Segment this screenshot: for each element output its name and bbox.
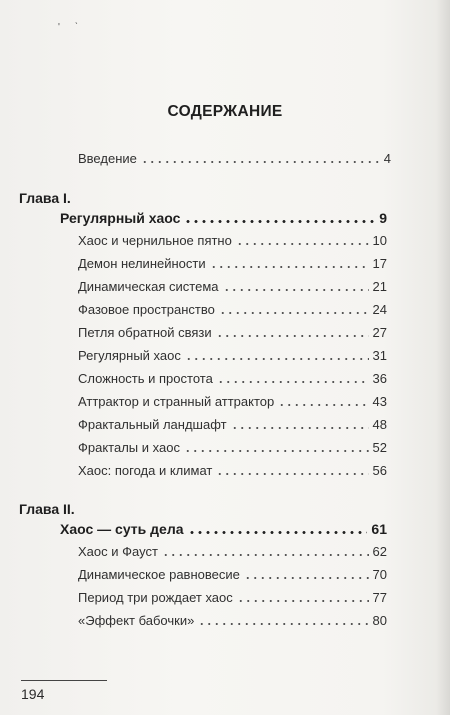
toc-entry-title: Регулярный хаос	[78, 348, 181, 363]
toc-entry-title: Хаос и Фауст	[78, 544, 158, 559]
toc-entry	[78, 440, 387, 455]
toc-entry-page: 24	[372, 302, 387, 317]
toc-entry-page: 21	[372, 279, 387, 294]
toc-entry-page: 56	[372, 463, 387, 478]
toc-entry-title: Фрактальный ландшафт	[78, 417, 227, 432]
toc-dot-leader	[188, 531, 368, 534]
toc-entry	[78, 302, 387, 317]
toc-dot-leader	[162, 554, 369, 556]
chapter-page: 9	[379, 210, 387, 226]
toc-entry-title: Динамическая система	[78, 279, 219, 294]
toc-entry-title: Динамическое равновесие	[78, 567, 240, 582]
toc-entry-title: Демон нелинейности	[78, 256, 206, 271]
toc-entry-page: 36	[372, 371, 387, 386]
toc-entry-page: 70	[372, 567, 387, 582]
toc-entry-page: 48	[372, 417, 387, 432]
chapter-1-label: Глава I.	[19, 190, 71, 206]
toc-dot-leader	[231, 427, 369, 429]
toc-dot-leader	[185, 358, 369, 360]
toc-dot-leader	[216, 335, 369, 337]
page-title: СОДЕРЖАНИЕ	[167, 103, 283, 120]
toc-entry-page: 43	[372, 394, 387, 409]
chapter-title: Регулярный хаос	[60, 210, 181, 226]
toc-dot-leader	[236, 243, 369, 245]
toc-dot-leader	[219, 312, 369, 314]
toc-dot-leader	[237, 600, 369, 602]
toc-dot-leader	[141, 161, 380, 163]
toc-entry-title: Период три рождает хаос	[78, 590, 233, 605]
page-number: 194	[21, 686, 45, 702]
toc-entry-page: 17	[372, 256, 387, 271]
toc-dot-leader	[223, 289, 369, 291]
toc-entry	[78, 394, 387, 409]
toc-entry-page: 80	[372, 613, 387, 628]
toc-entry	[78, 463, 387, 478]
toc-entry-page: 31	[372, 348, 387, 363]
toc-entry-title: Петля обратной связи	[78, 325, 212, 340]
toc-dot-leader	[278, 404, 368, 406]
chapter-title: Хаос — суть дела	[60, 521, 184, 537]
toc-entry-page: 52	[372, 440, 387, 455]
toc-dot-leader	[217, 381, 369, 383]
toc-entry-title: Хаос и чернильное пятно	[78, 233, 232, 248]
toc-entry-title: Сложность и простота	[78, 371, 213, 386]
toc-entry-title: Фазовое пространство	[78, 302, 215, 317]
toc-entry	[78, 567, 387, 582]
toc-entry	[78, 233, 387, 248]
toc-entry-title: Хаос: погода и климат	[78, 463, 213, 478]
toc-dot-leader	[244, 577, 369, 579]
toc-dot-leader	[184, 220, 375, 223]
toc-entry-title: Аттрактор и странный аттрактор	[78, 394, 275, 409]
toc-dot-leader	[198, 623, 368, 625]
toc-entry-page: 62	[372, 544, 387, 559]
toc-entry	[78, 417, 387, 432]
toc-entry-intro	[78, 151, 391, 166]
toc-entry	[78, 590, 387, 605]
toc-dot-leader	[210, 266, 369, 268]
toc-entry	[78, 544, 387, 559]
toc-entry	[78, 371, 387, 386]
chapter-page: 61	[371, 521, 387, 537]
footer-rule	[21, 680, 107, 681]
toc-entry-title: Фракталы и хаос	[78, 440, 180, 455]
toc-entry-page: 77	[372, 590, 387, 605]
toc-entry	[78, 256, 387, 271]
chapter-2-heading	[60, 521, 387, 537]
toc-entry-page: 27	[372, 325, 387, 340]
toc-entry-page: 10	[372, 233, 387, 248]
print-specks: ' ˋ	[58, 22, 85, 33]
chapter-1-heading	[60, 210, 387, 226]
toc-entry	[78, 613, 387, 628]
toc-entry-page: 4	[383, 151, 391, 166]
toc-entry-title: Введение	[78, 151, 137, 166]
chapter-2-label: Глава II.	[19, 501, 75, 517]
toc-dot-leader	[216, 473, 368, 475]
toc-entry	[78, 279, 387, 294]
toc-entry	[78, 348, 387, 363]
toc-dot-leader	[184, 450, 369, 452]
toc-entry	[78, 325, 387, 340]
toc-entry-title: «Эффект бабочки»	[78, 613, 195, 628]
